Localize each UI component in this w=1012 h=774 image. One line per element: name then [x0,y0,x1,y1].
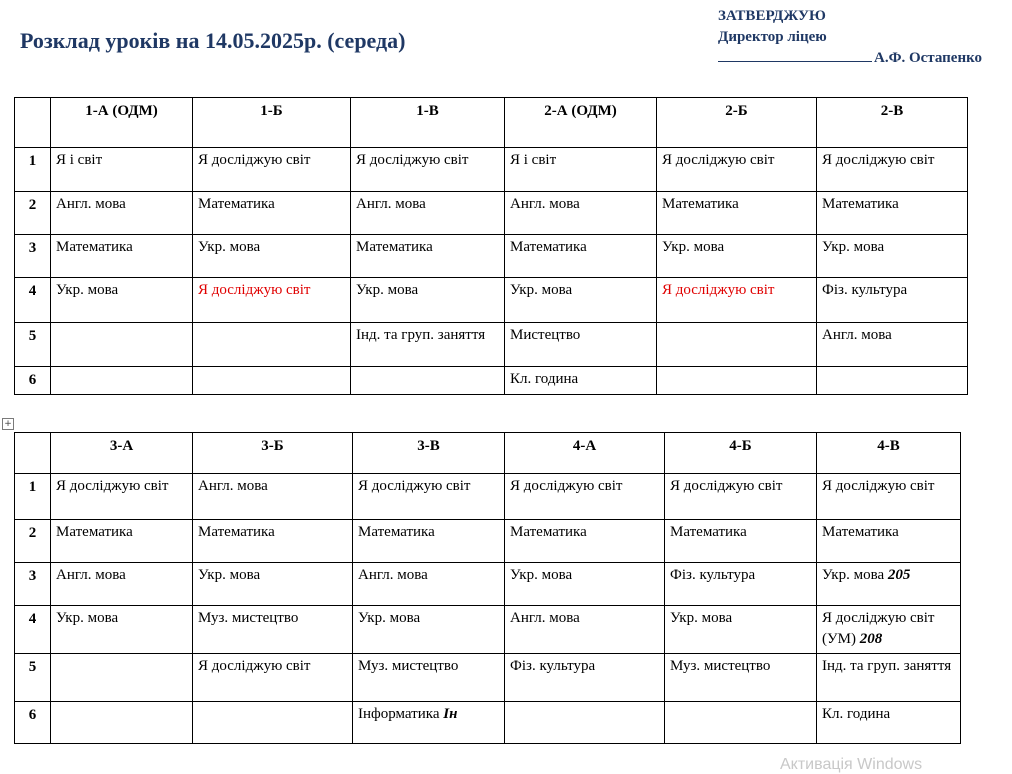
table-row [15,367,968,395]
subject-text: Фіз. культура [510,658,596,674]
subject-text: Муз. мистецтво [670,658,771,674]
class-header: 4-Б [665,433,817,474]
class-header: 1-В [351,98,505,148]
subject-text: Я досліджую світ [198,658,311,674]
lesson-cell [665,563,817,606]
subject-text: Я і світ [510,152,557,168]
lesson-cell [657,367,817,395]
subject-text: Я досліджую світ [356,152,469,168]
subject-text: Муз. мистецтво [358,658,459,674]
subject-text: Англ. мова [510,196,580,212]
subject-text: Я досліджую світ [358,478,471,494]
table-header-row [15,98,968,148]
table-row [15,520,961,563]
lesson-cell [193,192,351,235]
lesson-cell [817,148,968,192]
subject-text: Мистецтво [510,327,581,343]
subject-text: Я досліджую світ [822,152,935,168]
lesson-cell [51,278,193,323]
table-row [15,192,968,235]
lesson-cell [817,654,961,702]
class-header: 3-А [51,433,193,474]
subject-text: Кл. година [510,371,579,387]
subject-text: Англ. мова [56,567,126,583]
schedule-table-grades-3-4 [14,432,961,744]
lesson-cell [505,606,665,654]
table-row [15,474,961,520]
subject-text: Англ. мова [358,567,428,583]
lesson-cell [193,278,351,323]
lesson-cell [817,192,968,235]
lesson-cell [51,148,193,192]
lesson-cell [51,654,193,702]
subject-text: Математика [198,524,275,540]
subject-text: Математика [662,196,739,212]
lesson-cell [505,235,657,278]
lesson-cell [51,474,193,520]
subject-text: Я і світ [56,152,103,168]
lesson-number: 2 [15,520,51,563]
lesson-number: 1 [15,474,51,520]
lesson-cell [665,654,817,702]
subject-text: Я досліджую світ [822,478,935,494]
lesson-cell [505,520,665,563]
lesson-cell [817,235,968,278]
class-header: 1-А (ОДМ) [51,98,193,148]
lesson-number: 3 [15,235,51,278]
lesson-cell [51,702,193,744]
lesson-cell [817,367,968,395]
lesson-cell [51,563,193,606]
lesson-cell [505,654,665,702]
schedule-table-grades-1-2 [14,97,968,395]
lesson-cell [193,563,353,606]
subject-text: Укр. мова [670,610,733,626]
lesson-cell [351,278,505,323]
approval-signature [718,48,982,69]
subject-text: Я досліджую світ (УМ) [822,610,935,647]
lesson-cell [817,474,961,520]
subject-text: Математика [510,239,587,255]
subject-text: Я досліджую світ [662,152,775,168]
lesson-number: 5 [15,323,51,367]
lesson-cell [665,606,817,654]
table-move-handle-icon[interactable]: + [2,418,14,430]
lesson-number: 2 [15,192,51,235]
lesson-cell [351,148,505,192]
signature-line [718,49,872,62]
corner-cell [15,98,51,148]
lesson-cell [193,702,353,744]
class-header: 2-А (ОДМ) [505,98,657,148]
subject-text: Математика [56,524,133,540]
approval-signer: А.Ф. Остапенко [874,50,983,66]
subject-text: Математика [356,239,433,255]
lesson-cell [193,520,353,563]
subject-text: Математика [358,524,435,540]
lesson-cell [657,323,817,367]
subject-text: Фіз. культура [670,567,756,583]
class-header: 3-Б [193,433,353,474]
subject-text: Я досліджую світ [198,152,311,168]
class-header: 3-В [353,433,505,474]
lesson-cell [817,606,961,654]
corner-cell [15,433,51,474]
lesson-cell [505,148,657,192]
windows-activation-watermark: Активація Windows [780,756,923,773]
lesson-cell [353,702,505,744]
lesson-cell [657,278,817,323]
class-header: 4-В [817,433,961,474]
lesson-cell [351,367,505,395]
subject-text: Укр. мова [662,239,725,255]
lesson-cell [193,606,353,654]
subject-text: Англ. мова [510,610,580,626]
lesson-cell [351,235,505,278]
subject-text: Інд. та груп. заняття [356,327,486,343]
table-row [15,235,968,278]
room-number: Ін [443,706,458,722]
table-row [15,702,961,744]
subject-text: Укр. мова [510,567,573,583]
table-row [15,563,961,606]
subject-text: Укр. мова [510,282,573,298]
subject-text: Математика [56,239,133,255]
lesson-number: 5 [15,654,51,702]
subject-text: Укр. мова [358,610,421,626]
lesson-cell [51,606,193,654]
lesson-cell [817,323,968,367]
lesson-cell [353,474,505,520]
lesson-number: 3 [15,563,51,606]
lesson-cell [353,654,505,702]
class-header: 4-А [505,433,665,474]
subject-text: Я досліджую світ [56,478,169,494]
table-header-row [15,433,961,474]
approval-heading: ЗАТВЕРДЖУЮ [718,8,826,24]
lesson-cell [193,235,351,278]
table-row [15,148,968,192]
table-row [15,278,968,323]
subject-text: Математика [822,524,899,540]
lesson-cell [657,235,817,278]
lesson-cell [505,474,665,520]
lesson-cell [351,323,505,367]
lesson-cell [505,563,665,606]
subject-text: Укр. мова [356,282,419,298]
subject-text: Укр. мова [198,567,261,583]
lesson-cell [665,702,817,744]
table-row [15,323,968,367]
lesson-cell [505,278,657,323]
lesson-cell [505,323,657,367]
room-number: 208 [859,631,883,647]
lesson-cell [193,474,353,520]
lesson-cell [817,702,961,744]
lesson-cell [51,235,193,278]
approval-position: Директор ліцею [718,29,827,45]
lesson-number: 6 [15,702,51,744]
lesson-cell [353,563,505,606]
subject-text: Англ. мова [356,196,426,212]
subject-text: Кл. година [822,706,891,722]
subject-text: Англ. мова [56,196,126,212]
lesson-cell [193,323,351,367]
lesson-cell [657,192,817,235]
subject-text: Математика [510,524,587,540]
subject-text: Інформатика [358,706,440,722]
lesson-number: 1 [15,148,51,192]
subject-text: Укр. мова [56,282,119,298]
lesson-cell [817,520,961,563]
lesson-cell [817,278,968,323]
subject-text: Англ. мова [198,478,268,494]
lesson-cell [817,563,961,606]
room-number: 205 [887,567,911,583]
subject-text: Укр. мова [822,567,885,583]
subject-text: Англ. мова [822,327,892,343]
page-title: Розклад уроків на 14.05.2025р. (середа) [20,28,406,53]
class-header: 2-Б [657,98,817,148]
lesson-cell [51,367,193,395]
lesson-cell [505,367,657,395]
lesson-cell [353,606,505,654]
subject-text: Укр. мова [822,239,885,255]
lesson-cell [193,367,351,395]
subject-text: Математика [822,196,899,212]
lesson-cell [51,192,193,235]
lesson-number: 4 [15,606,51,654]
subject-text: Я досліджую світ [510,478,623,494]
approval-block [718,6,982,69]
lesson-number: 4 [15,278,51,323]
subject-text: Математика [198,196,275,212]
lesson-cell [505,702,665,744]
class-header: 1-Б [193,98,351,148]
lesson-number: 6 [15,367,51,395]
subject-text: Математика [670,524,747,540]
lesson-cell [51,520,193,563]
subject-text: Укр. мова [198,239,261,255]
subject-text: Я досліджую світ [670,478,783,494]
lesson-cell [665,520,817,563]
class-header: 2-В [817,98,968,148]
subject-text: Фіз. культура [822,282,908,298]
subject-text: Я досліджую світ [662,282,775,298]
lesson-cell [193,148,351,192]
lesson-cell [353,520,505,563]
subject-text: Я досліджую світ [198,282,311,298]
table-row [15,654,961,702]
lesson-cell [665,474,817,520]
lesson-cell [657,148,817,192]
subject-text: Інд. та груп. заняття [822,658,952,674]
table-row [15,606,961,654]
lesson-cell [351,192,505,235]
lesson-cell [193,654,353,702]
lesson-cell [505,192,657,235]
subject-text: Муз. мистецтво [198,610,299,626]
subject-text: Укр. мова [56,610,119,626]
lesson-cell [51,323,193,367]
